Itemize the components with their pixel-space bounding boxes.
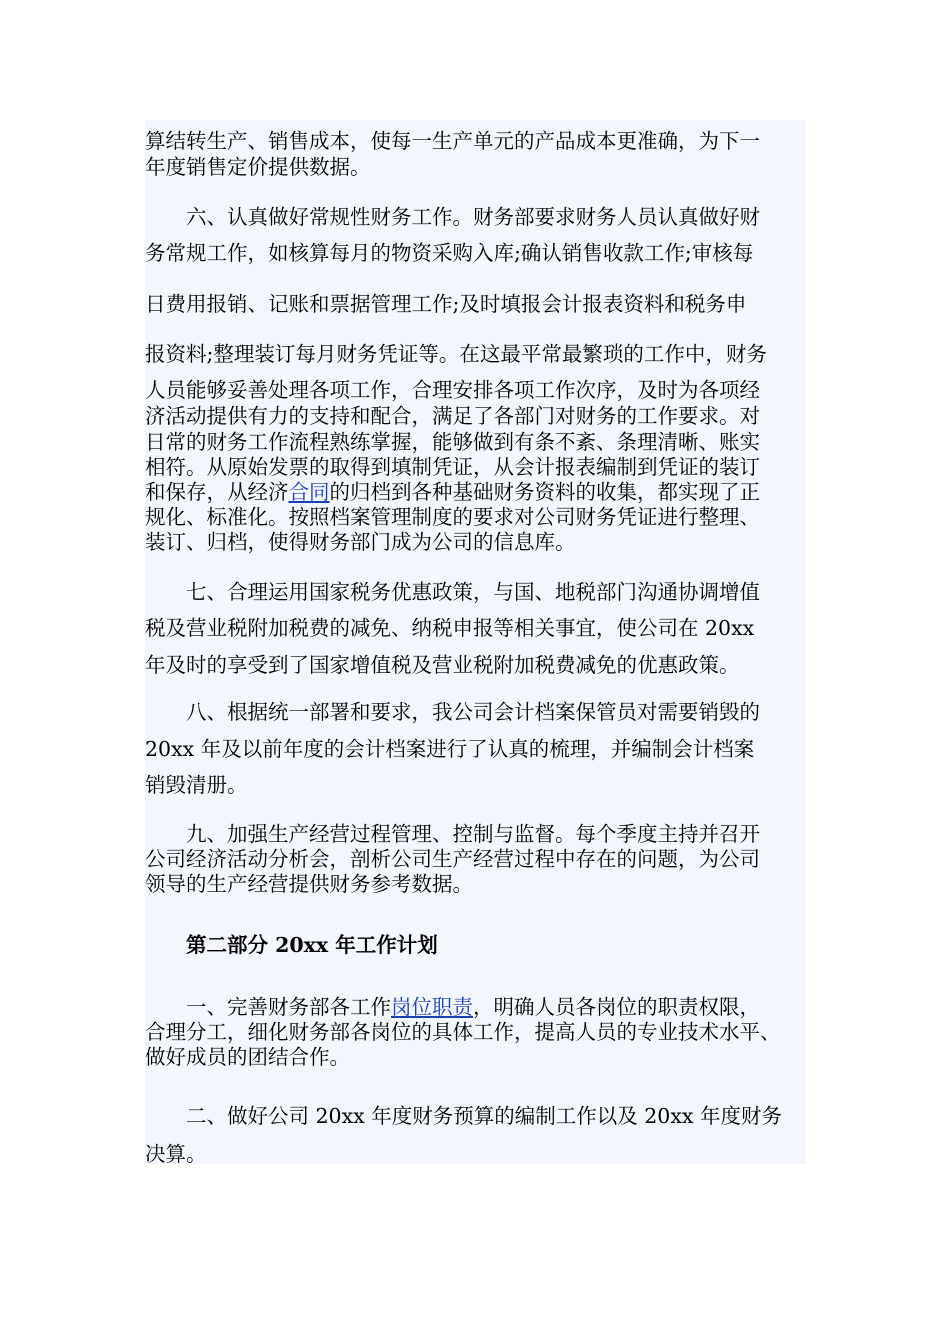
text-line: 规化、标准化。按照档案管理制度的要求对公司财务凭证进行整理、 (145, 505, 760, 529)
contract-link[interactable]: 合同 (288, 480, 330, 504)
text-line: 相符。从原始发票的取得到填制凭证，从会计报表编制到凭证的装订 (145, 455, 760, 479)
text-line: 日费用报销、记账和票据管理工作;及时填报会计报表资料和税务申 (145, 292, 747, 316)
text-line: 年度销售定价提供数据。 (145, 155, 371, 179)
text-line: 日常的财务工作流程熟练掌握，能够做到有条不紊、条理清晰、账实 (145, 430, 760, 454)
section-heading: 第二部分 20xx 年工作计划 (145, 933, 438, 957)
document-body (145, 120, 806, 1164)
text-line: 装订、归档，使得财务部门成为公司的信息库。 (145, 530, 576, 554)
text-line: 合理分工，细化财务部各岗位的具体工作，提高人员的专业技术水平、 (145, 1020, 781, 1044)
text-line: 算结转生产、销售成本，使每一生产单元的产品成本更准确，为下一 (145, 129, 760, 153)
text-line: 人员能够妥善处理各项工作，合理安排各项工作次序，及时为各项经 (145, 378, 760, 402)
text-line: 年及时的享受到了国家增值税及营业税附加税费减免的优惠政策。 (145, 653, 740, 677)
paragraph-8-line: 八、根据统一部署和要求，我公司会计档案保管员对需要销毁的 (145, 700, 760, 724)
text-line: 决算。 (145, 1142, 207, 1166)
text-line: 务常规工作，如核算每月的物资采购入库;确认销售收款工作;审核每 (145, 241, 754, 265)
text-line: 报资料;整理装订每月财务凭证等。在这最平常最繁琐的工作中，财务 (145, 342, 767, 366)
text-segment: ，明确人员各岗位的职责权限， (473, 995, 760, 1019)
text-segment: 一、完善财务部各工作 (145, 995, 391, 1019)
job-duties-link[interactable]: 岗位职责 (391, 995, 473, 1019)
paragraph-7-line: 七、合理运用国家税务优惠政策，与国、地税部门沟通协调增值 (145, 580, 760, 604)
text-line: 20xx 年及以前年度的会计档案进行了认真的梳理，并编制会计档案 (145, 737, 755, 761)
text-line: 公司经济活动分析会，剖析公司生产经营过程中存在的问题，为公司 (145, 847, 760, 871)
text-segment: 的归档到各种基础财务资料的收集，都实现了正 (329, 480, 760, 504)
text-line: 济活动提供有力的支持和配合，满足了各部门对财务的工作要求。对 (145, 404, 760, 428)
paragraph-9-line: 九、加强生产经营过程管理、控制与监督。每个季度主持并召开 (145, 822, 760, 846)
text-line: 销毁清册。 (145, 773, 248, 797)
paragraph-6-line: 六、认真做好常规性财务工作。财务部要求财务人员认真做好财 (145, 205, 760, 229)
text-line: 做好成员的团结合作。 (145, 1045, 350, 1069)
text-line: 税及营业税附加税费的减免、纳税申报等相关事宜，使公司在 20xx (145, 616, 755, 640)
paragraph-plan-2-line: 二、做好公司 20xx 年度财务预算的编制工作以及 20xx 年度财务 (145, 1104, 782, 1128)
text-line: 领导的生产经营提供财务参考数据。 (145, 872, 473, 896)
text-segment: 和保存，从经济 (145, 480, 289, 504)
